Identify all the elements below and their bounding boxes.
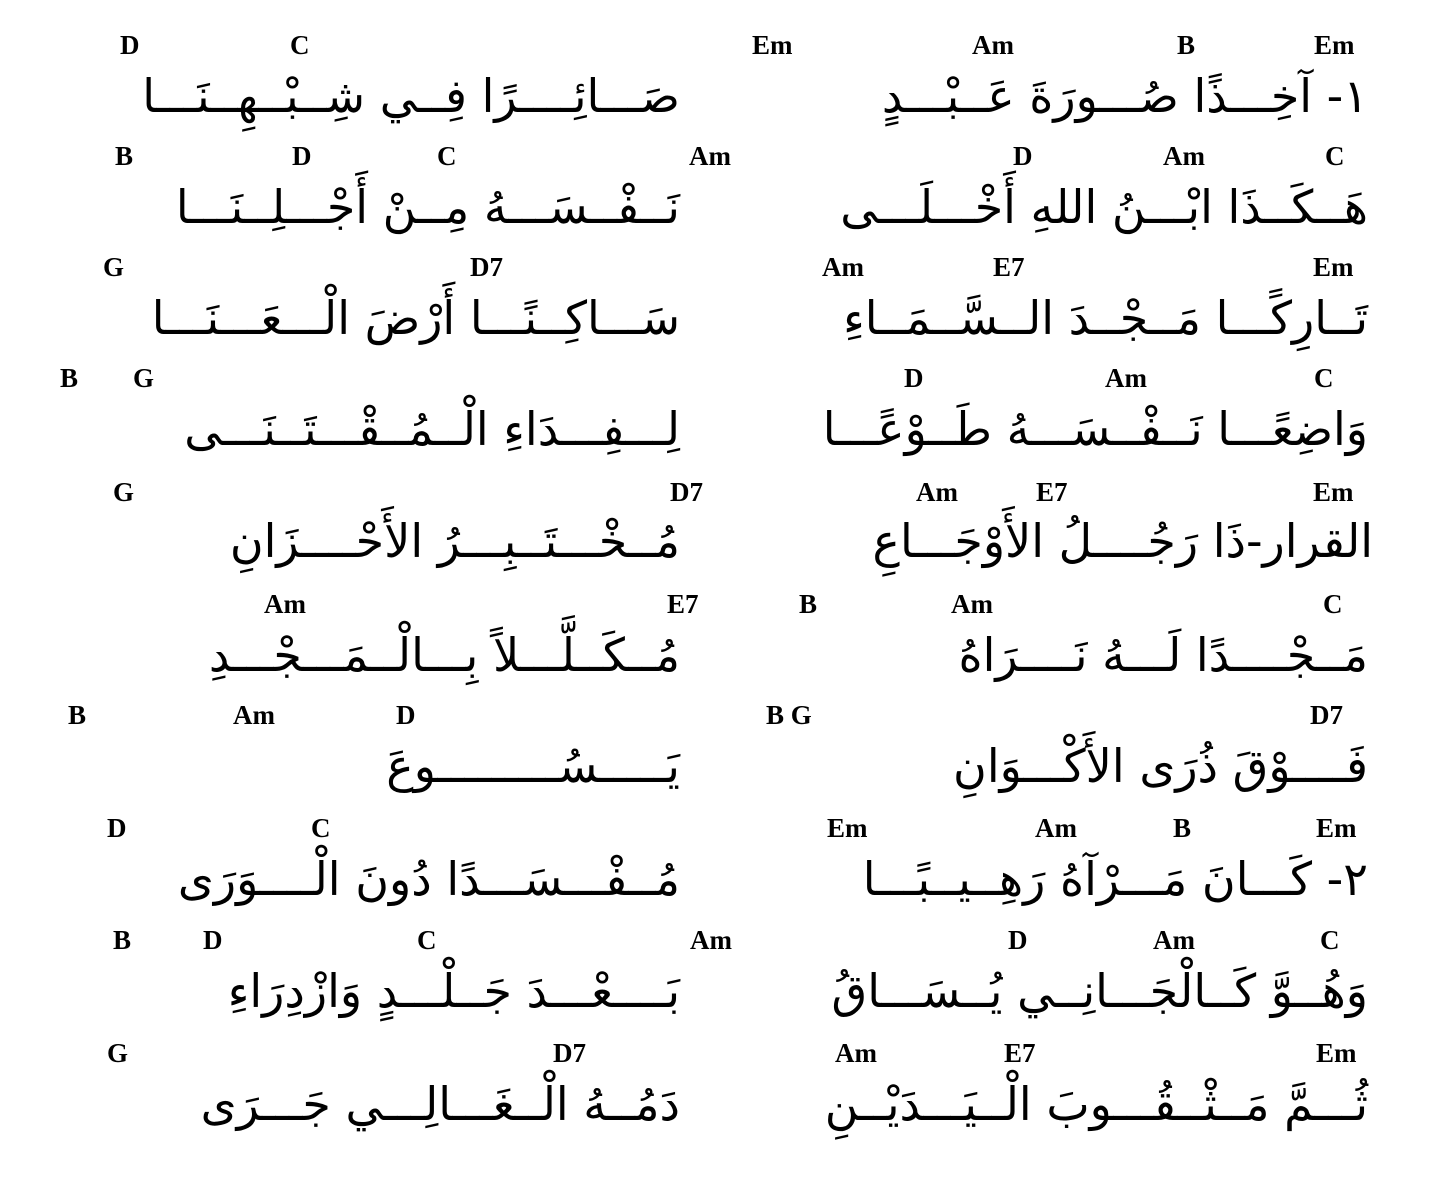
chord-label: B: [113, 925, 132, 955]
chord-label: D: [1008, 925, 1028, 955]
lyric-right: وَاضِعًـــا نَــفْــسَـــهُ طَــوْعًـــا: [822, 402, 1368, 456]
chord-label: D: [292, 141, 312, 171]
chord-label: Em: [1313, 477, 1354, 507]
chord-label: D7: [670, 477, 703, 507]
chord-label: C: [437, 141, 457, 171]
lyric-left: صَـــائِــــرًا فِــي شِــبْــهِــنَـــا: [142, 69, 680, 123]
lyric-left: نَــفْــسَـــهُ مِــنْ أَجْـــلِــنَـــا: [175, 180, 680, 234]
lyric-right: القرار-ذَا رَجُــــلُ الأَوْجَـــاعِ: [872, 514, 1373, 568]
chord-label: D: [120, 30, 140, 60]
chorus-line: [0, 477, 1453, 589]
chord-label: E7: [1036, 477, 1068, 507]
chord-label: Am: [916, 477, 958, 507]
verse-line: [0, 813, 1453, 925]
lyric-left: مُــكَــلَّـــلاً بِـــالْــمَـــجْـــدِ: [208, 628, 680, 682]
chord-label: D7: [470, 252, 503, 282]
lyric-left: مُــفْـــسَـــدًا دُونَ الْــــوَرَى: [177, 852, 680, 906]
chord-label: Am: [835, 1038, 877, 1068]
chord-label: D7: [553, 1038, 586, 1068]
chord-label: C: [311, 813, 331, 843]
chord-label: E7: [1004, 1038, 1036, 1068]
chord-label: Am: [951, 589, 993, 619]
lyric-left: لِـــفِـــدَاءِ الْــمُــقْـــتَــنَـــى: [184, 402, 680, 456]
lyric-right: مَــجْــــدًا لَـــهُ نَــــرَاهُ: [958, 628, 1368, 682]
chord-label: E7: [993, 252, 1025, 282]
chord-label: B: [799, 589, 818, 619]
chord-label: C: [1320, 925, 1340, 955]
lyric-right: ثُـــمَّ مَــثْــقُـــوبَ الْــيَـــدَيْــنِ: [824, 1077, 1368, 1131]
chord-label: B: [1177, 30, 1196, 60]
chord-label: Am: [264, 589, 306, 619]
chord-label: Em: [752, 30, 793, 60]
chord-label: G: [113, 477, 135, 507]
chord-label: D: [203, 925, 223, 955]
chord-label: Am: [822, 252, 864, 282]
chord-label: B: [60, 363, 79, 393]
chord-label: C: [1314, 363, 1334, 393]
chord-label: Am: [233, 700, 275, 730]
chord-label: Am: [972, 30, 1014, 60]
lyric-left: بَــــعْـــدَ جَــلْـــدٍ وَازْدِرَاءِ: [227, 964, 680, 1018]
verse-line: [0, 925, 1453, 1037]
chord-label: D: [396, 700, 416, 730]
chord-label: Em: [1314, 30, 1355, 60]
chord-label: D: [1013, 141, 1033, 171]
chord-label: Em: [1313, 252, 1354, 282]
verse-line: [0, 141, 1453, 253]
lyric-left: يَـــــسُـــــــــوعَ: [386, 739, 680, 793]
chord-label: B: [1173, 813, 1192, 843]
chord-label: D7: [1310, 700, 1343, 730]
lyric-right: ١- آخِـــذًا صُـــورَةَ عَــبْـــدٍ: [881, 69, 1368, 123]
chord-label: B G: [766, 700, 812, 730]
chorus-line: [0, 700, 1453, 812]
chord-label: Am: [689, 141, 731, 171]
chord-label: G: [133, 363, 155, 393]
verse-line: [0, 1038, 1453, 1150]
chord-label: B: [68, 700, 87, 730]
chord-label: Am: [1163, 141, 1205, 171]
chord-label: D: [107, 813, 127, 843]
lyric-left: سَـــاكِــنًـــا أَرْضَ الْـــعَـــنَـــا: [151, 291, 680, 345]
chord-label: Am: [1153, 925, 1195, 955]
chord-label: G: [103, 252, 125, 282]
chord-label: B: [115, 141, 134, 171]
chord-label: Em: [1316, 1038, 1357, 1068]
chord-label: Em: [1316, 813, 1357, 843]
chord-label: C: [417, 925, 437, 955]
lyric-right: وَهُــوَّ كَــالْجَـــانِــي يُــسَـــاقُ: [831, 964, 1368, 1018]
chord-label: Am: [690, 925, 732, 955]
chord-label: C: [1325, 141, 1345, 171]
lyric-left: دَمُــهُ الْــغَـــالِـــي جَـــرَى: [200, 1077, 680, 1131]
chord-label: Am: [1035, 813, 1077, 843]
chord-label: E7: [667, 589, 699, 619]
chord-label: G: [107, 1038, 129, 1068]
verse-line: [0, 30, 1453, 142]
chord-label: C: [290, 30, 310, 60]
verse-line: [0, 363, 1453, 475]
lyric-left: مُــخْـــتَــبِـــرُ الأَحْــــزَانِ: [229, 514, 680, 568]
chord-label: D: [904, 363, 924, 393]
chord-label: C: [1323, 589, 1343, 619]
verse-line: [0, 252, 1453, 364]
chord-label: Am: [1105, 363, 1147, 393]
chord-label: Em: [827, 813, 868, 843]
chorus-line: [0, 589, 1453, 701]
lyric-right: تَــارِكًـــا مَــجْــدَ الــسَّــمَــاءِ: [843, 291, 1368, 345]
lyric-right: ٢- كَـــانَ مَـــرْآهُ رَهِــيــبًـــا: [862, 852, 1368, 906]
lyric-right: هَــكَــذَا ابْـــنُ اللهِ أَخْـــلَـــى: [840, 180, 1368, 234]
lyric-right: فَــــوْقَ ذُرَى الأَكْـــوَانِ: [953, 739, 1368, 793]
